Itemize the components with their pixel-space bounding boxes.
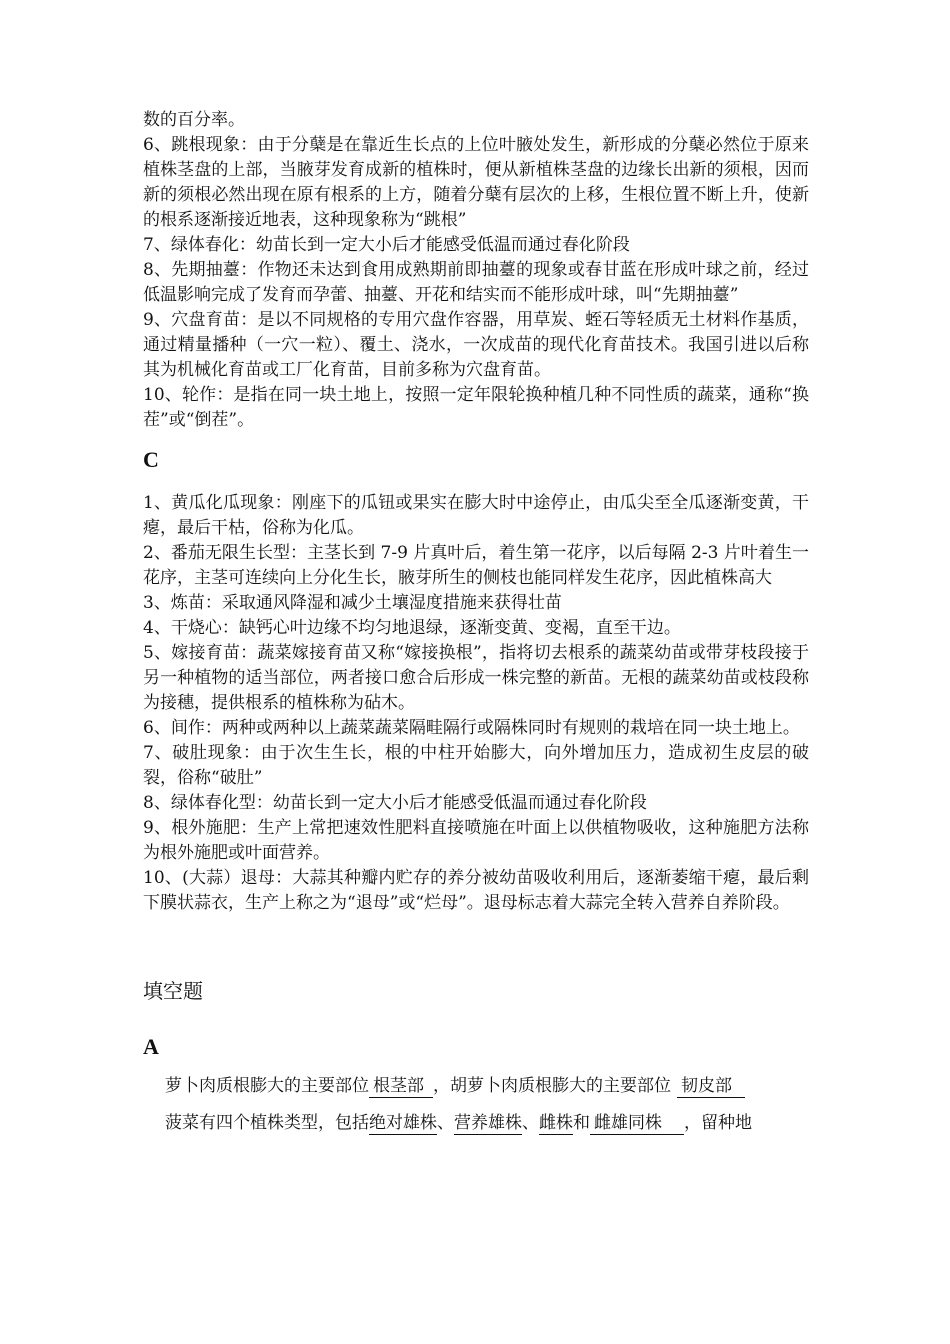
answer-blank: 韧皮部 <box>677 1075 745 1098</box>
paragraph-c-1: 1、黄瓜化瓜现象：刚座下的瓜钮或果实在膨大时中途停止，由瓜尖至全瓜逐渐变黄，干瘪，最后干枯，俗称为化瓜。 <box>143 493 809 538</box>
section-c-letter: C <box>143 447 159 472</box>
paragraph-c-8: 8、绿体春化型：幼苗长到一定大小后才能感受低温而通过春化阶段 <box>143 793 647 813</box>
answer-blank: 根茎部 <box>369 1075 433 1098</box>
document-page <box>143 108 809 1136</box>
paragraph-b-0: 数的百分率。 <box>143 110 245 130</box>
fill-blank-line-2 <box>143 1111 809 1136</box>
answer-blank: 雌雄同株 <box>590 1112 684 1135</box>
paragraph-c-10: 10、(大蒜）退母：大蒜其种瓣内贮存的养分被幼苗吸收利用后，逐渐萎缩干瘪，最后剩下膜状蒜衣，生产上称之为“退母”或“烂母”。退母标志着大蒜完全转入营养自养阶段。 <box>143 868 809 913</box>
paragraph-c-7: 7、破肚现象：由于次生生长，根的中柱开始膨大，向外增加压力，造成初生皮层的破裂，俗称“破肚” <box>143 743 809 788</box>
fill-text: ，胡萝卜肉质根膨大的主要部位 <box>433 1076 671 1096</box>
fill-blank-letter: A <box>143 1034 159 1059</box>
paragraph-c-4: 4、干烧心：缺钙心叶边缘不均匀地退绿，逐渐变黄、变褐，直至干边。 <box>143 618 681 638</box>
answer-blank: 营养雄株 <box>454 1113 522 1133</box>
paragraph-c-5: 5、嫁接育苗：蔬菜嫁接育苗又称“嫁接换根”，指将切去根系的蔬菜幼苗或带芽枝段接于另一种植物的适当部位，两者接口愈合后形成一株完整的新苗。无根的蔬菜幼苗或枝段称为接穗，提供根系的植株称为砧木。 <box>143 643 809 713</box>
paragraph-c-9: 9、根外施肥：生产上常把速效性肥料直接喷施在叶面上以供植物吸收，这种施肥方法称为根外施肥或叶面营养。 <box>143 818 809 863</box>
paragraph-b-9: 9、穴盘育苗：是以不同规格的专用穴盘作容器，用草炭、蛭石等轻质无土材料作基质，通过精量播种（一穴一粒）、覆土、浇水，一次成苗的现代化育苗技术。我国引进以后称其为机械化育苗或工厂化育苗，目前多称为穴盘育苗。 <box>143 310 809 380</box>
fill-text: 、 <box>522 1113 539 1133</box>
paragraph-b-7: 7、绿体春化：幼苗长到一定大小后才能感受低温而通过春化阶段 <box>143 235 630 255</box>
fill-blank-line-1 <box>143 1074 809 1099</box>
spacer <box>143 916 809 976</box>
fill-text: 萝卜肉质根膨大的主要部位 <box>165 1076 369 1096</box>
fill-blank-heading: 填空题 <box>143 979 203 1003</box>
paragraph-b-6: 6、跳根现象：由于分蘖是在靠近生长点的上位叶腋处发生，新形成的分蘖必然位于原来植株茎盘的上部，当腋芽发育成新的植株时，便从新植株茎盘的边缘长出新的须根，因而新的须根必然出现在原有根系的上方，随着分蘖有层次的上移，生根位置不断上升，使新的根系逐渐接近地表，这种现象称为“跳根” <box>143 135 809 230</box>
paragraph-b-8: 8、先期抽薹：作物还未达到食用成熟期前即抽薹的现象或春甘蓝在形成叶球之前，经过低温影响完成了发育而孕蕾、抽薹、开花和结实而不能形成叶球，叫“先期抽薹” <box>143 260 809 305</box>
paragraph-b-10: 10、轮作：是指在同一块土地上，按照一定年限轮换种植几种不同性质的蔬菜，通称“换茬”或“倒茬”。 <box>143 385 809 430</box>
fill-text: 和 <box>573 1113 590 1133</box>
paragraph-c-6: 6、间作：两种或两种以上蔬菜蔬菜隔畦隔行或隔株同时有规则的栽培在同一块土地上。 <box>143 718 800 738</box>
paragraph-c-2: 2、番茄无限生长型：主茎长到 7-9 片真叶后，着生第一花序，以后每隔 2-3 片叶着生一花序，主茎可连续向上分化生长，腋芽所生的侧枝也能同样发生花序，因此植株高大 <box>143 543 809 588</box>
fill-text: ，留种地 <box>684 1113 752 1133</box>
fill-text: 、 <box>437 1113 454 1133</box>
answer-blank: 绝对雄株 <box>369 1113 437 1133</box>
paragraph-c-3: 3、炼苗：采取通风降湿和减少土壤湿度措施来获得壮苗 <box>143 593 562 613</box>
answer-blank: 雌株 <box>539 1113 573 1133</box>
fill-text: 菠菜有四个植株类型，包括 <box>165 1113 369 1133</box>
